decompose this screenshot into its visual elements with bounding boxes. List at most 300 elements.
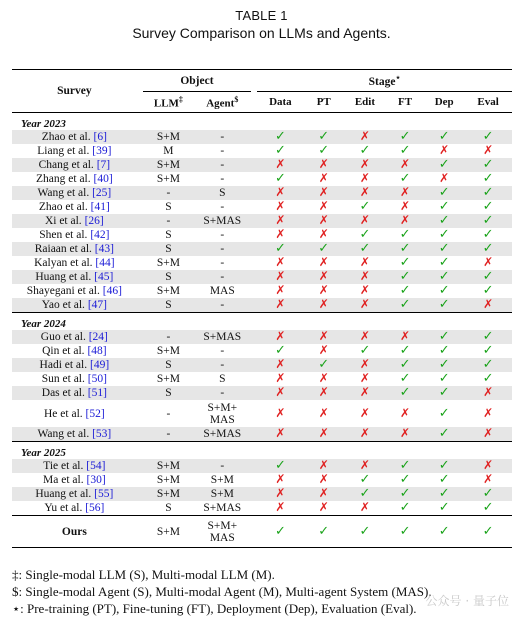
llm-cell: - [143, 427, 194, 442]
cross-icon: ✗ [318, 298, 329, 311]
year-row [12, 313, 512, 331]
stage-cell [304, 158, 344, 172]
stage-cell [386, 228, 424, 242]
check-icon: ✓ [438, 524, 450, 539]
citation-number: 26 [88, 214, 100, 227]
survey-name: Huang et al. [35, 270, 92, 283]
agent-cell: - [220, 172, 225, 185]
check-icon: ✓ [399, 473, 411, 487]
cross-icon: ✗ [318, 256, 329, 269]
stage-cell [344, 501, 386, 516]
survey-name: Guo et al. [40, 330, 86, 343]
stage-cell [386, 386, 424, 400]
check-icon: ✓ [274, 242, 286, 256]
stage-cell [464, 386, 512, 400]
stage-cell [424, 130, 464, 144]
stage-cell [386, 214, 424, 228]
survey-cell [12, 172, 137, 186]
stage-cell [257, 386, 304, 400]
survey-cell [12, 270, 137, 284]
check-icon: ✓ [438, 487, 450, 501]
cross-icon: ✗ [318, 214, 329, 227]
survey-name: Shayegani et al. [26, 284, 100, 297]
ours-row [12, 516, 512, 548]
stage-cell [386, 459, 424, 473]
survey-cell [12, 473, 137, 487]
table-row [12, 459, 512, 473]
agent-cell: S+MAS [194, 330, 251, 344]
stage-cell [424, 172, 464, 186]
check-icon: ✓ [359, 524, 371, 539]
table-row [12, 270, 512, 284]
check-icon: ✓ [359, 487, 371, 501]
stage-cell [386, 344, 424, 358]
citation-number: 55 [97, 487, 110, 500]
cross-icon: ✗ [275, 386, 286, 399]
check-icon: ✓ [399, 256, 411, 270]
stage-cell [464, 242, 512, 256]
stage-cell [257, 158, 304, 172]
stage-cell [344, 358, 386, 372]
stage-cell [257, 487, 304, 501]
cross-icon: ✗ [400, 427, 411, 440]
check-icon: ✓ [274, 459, 286, 473]
cross-icon: ✗ [483, 386, 494, 399]
agent-cell: - [220, 344, 225, 357]
citation-link: [56] [85, 501, 105, 514]
citation-link: [46] [102, 284, 122, 297]
citation-link: [53] [92, 427, 112, 440]
survey-cell [12, 228, 137, 242]
check-icon: ✓ [399, 501, 411, 515]
citation-link: [45] [94, 270, 114, 283]
check-icon: ✓ [274, 524, 286, 539]
stage-cell [257, 214, 304, 228]
check-icon: ✓ [274, 144, 286, 158]
stage-col-edit: Edit [344, 92, 386, 113]
stage-cell [424, 516, 464, 548]
stage-cell [386, 400, 424, 427]
check-icon: ✓ [482, 344, 494, 358]
stage-cell [464, 186, 512, 200]
stage-col-eval: Eval [464, 92, 512, 113]
stage-cell [386, 130, 424, 144]
check-icon: ✓ [438, 330, 450, 344]
check-icon: ✓ [438, 372, 450, 386]
agent-header: Agent$ [194, 92, 251, 113]
stage-cell [304, 344, 344, 358]
check-icon: ✓ [438, 501, 450, 515]
cross-icon: ✗ [275, 270, 286, 283]
citation-link: [7] [96, 158, 111, 171]
survey-name: Huang et al. [35, 487, 92, 500]
table-row [12, 242, 512, 256]
citation-number: 48 [91, 344, 103, 357]
agent-cell: MAS [209, 284, 235, 297]
cross-icon: ✗ [400, 406, 411, 420]
stage-col-pt: PT [304, 92, 344, 113]
table-row [12, 386, 512, 400]
stage-cell [304, 473, 344, 487]
stage-cell [386, 172, 424, 186]
stage-cell [424, 501, 464, 516]
stage-cell [257, 284, 304, 298]
check-icon: ✓ [438, 358, 450, 372]
cross-icon: ✗ [318, 386, 329, 399]
check-icon: ✓ [438, 158, 450, 172]
table-row [12, 130, 512, 144]
check-icon: ✓ [482, 358, 494, 372]
cross-icon: ✗ [359, 130, 370, 143]
cross-icon: ✗ [483, 473, 494, 486]
agent-cell: - [220, 144, 225, 157]
stage-cell [464, 516, 512, 548]
cross-icon: ✗ [275, 358, 286, 371]
llm-cell: S [143, 386, 194, 400]
check-icon: ✓ [482, 372, 494, 386]
cross-icon: ✗ [483, 406, 494, 420]
stage-cell [386, 501, 424, 516]
stage-cell [464, 400, 512, 427]
stage-cell [424, 228, 464, 242]
citation-link: [41] [90, 200, 110, 213]
survey-name: Ma et al. [43, 473, 84, 486]
stage-cell [386, 242, 424, 256]
citation-link: [55] [94, 487, 114, 500]
cross-icon: ✗ [400, 214, 411, 227]
cross-icon: ✗ [318, 344, 329, 357]
stage-cell [386, 298, 424, 313]
citation-link: [50] [87, 372, 107, 385]
citation-link: [6] [93, 130, 107, 143]
stage-cell [386, 516, 424, 548]
stage-cell [344, 256, 386, 270]
llm-cell: S+M [143, 130, 194, 144]
cross-icon: ✗ [359, 214, 370, 227]
stage-cell [257, 144, 304, 158]
stage-cell [304, 330, 344, 344]
citation-number: 53 [95, 427, 108, 440]
stage-cell [424, 270, 464, 284]
check-icon: ✓ [399, 344, 411, 358]
stage-cell [304, 144, 344, 158]
cross-icon: ✗ [275, 298, 286, 311]
agent-cell: - [194, 358, 251, 372]
citation-number: 24 [92, 330, 105, 343]
survey-cell [12, 344, 137, 358]
stage-cell [304, 459, 344, 473]
agent-cell: S+MAS [194, 214, 251, 228]
cross-icon: ✗ [318, 330, 329, 343]
survey-header: Survey [12, 70, 137, 113]
llm-cell: S+M [143, 516, 194, 548]
agent-cell: - [194, 242, 251, 256]
cross-icon: ✗ [359, 284, 370, 297]
check-icon: ✓ [318, 358, 330, 372]
stage-cell [304, 400, 344, 427]
stage-cell [464, 487, 512, 501]
cross-icon: ✗ [318, 284, 329, 297]
check-icon: ✓ [274, 130, 286, 144]
stage-cell [424, 200, 464, 214]
survey-cell [12, 242, 137, 256]
llm-cell: S+M [143, 459, 194, 473]
survey-comparison-table [12, 69, 512, 548]
stage-cell [424, 298, 464, 313]
stage-cell [257, 200, 304, 214]
citation-link: [54] [86, 459, 106, 472]
check-icon: ✓ [438, 242, 450, 256]
llm-cell: - [143, 330, 194, 344]
stage-cell [424, 344, 464, 358]
agent-cell: S [194, 186, 251, 200]
survey-cell [12, 256, 137, 270]
stage-cell [424, 158, 464, 172]
cross-icon: ✗ [275, 406, 286, 420]
cross-icon: ✗ [318, 228, 329, 241]
stage-col-dep: Dep [424, 92, 464, 113]
stage-cell [257, 172, 304, 186]
stage-cell [344, 344, 386, 358]
stage-cell [257, 358, 304, 372]
stage-cell [344, 400, 386, 427]
stage-cell [386, 284, 424, 298]
stage-cell [424, 144, 464, 158]
cross-icon: ✗ [483, 256, 494, 269]
llm-cell: S+M [143, 158, 194, 172]
stage-cell [464, 427, 512, 442]
stage-cell [424, 386, 464, 400]
check-icon: ✓ [399, 487, 411, 501]
stage-cell [464, 144, 512, 158]
survey-cell [12, 427, 137, 442]
stage-cell [304, 298, 344, 313]
citation-link: [48] [87, 344, 107, 357]
stage-cell [344, 284, 386, 298]
stage-cell [464, 284, 512, 298]
check-icon: ✓ [318, 242, 330, 256]
table-row [12, 372, 512, 386]
cross-icon: ✗ [275, 501, 286, 514]
stage-cell [424, 358, 464, 372]
check-icon: ✓ [274, 172, 286, 186]
survey-name: Zhao et al. [38, 200, 88, 213]
stage-cell [344, 130, 386, 144]
table-row [12, 144, 512, 158]
stage-cell [304, 284, 344, 298]
footnote-stage: ⋆: Pre-training (PT), Fine-tuning (FT), Deployment (Dep), Evaluation (Eval). [12, 601, 417, 616]
check-icon: ✓ [482, 158, 494, 172]
table-row [12, 344, 512, 358]
stage-cell [464, 256, 512, 270]
stage-header: Stage⋆ [257, 70, 512, 92]
check-icon: ✓ [318, 524, 330, 539]
stage-cell [304, 200, 344, 214]
check-icon: ✓ [438, 270, 450, 284]
cross-icon: ✗ [483, 144, 494, 157]
agent-cell: - [194, 386, 251, 400]
check-icon: ✓ [399, 144, 411, 158]
cross-icon: ✗ [483, 427, 494, 440]
survey-cell [12, 386, 137, 400]
survey-name: Kalyan et al. [34, 256, 93, 269]
stage-col-data: Data [257, 92, 304, 113]
check-icon: ✓ [438, 459, 450, 473]
llm-cell: - [143, 186, 194, 200]
survey-cell [12, 400, 137, 427]
stage-cell [424, 473, 464, 487]
llm-cell: S+M [156, 172, 180, 185]
cross-icon: ✗ [359, 186, 370, 199]
cross-icon: ✗ [318, 270, 329, 283]
survey-cell [12, 214, 137, 228]
citation-number: 44 [99, 256, 111, 269]
table-row [12, 228, 512, 242]
agent-cell: S+MAS [203, 501, 242, 514]
table-row [12, 400, 512, 427]
stage-cell [386, 487, 424, 501]
cross-icon: ✗ [275, 284, 286, 297]
cross-icon: ✗ [318, 372, 329, 385]
survey-cell [12, 186, 137, 200]
survey-name: Sun et al. [41, 372, 85, 385]
cross-icon: ✗ [318, 459, 329, 472]
llm-cell: S+M [156, 284, 180, 297]
stage-cell [304, 130, 344, 144]
llm-cell: S+M [156, 344, 180, 357]
cross-icon: ✗ [275, 372, 286, 385]
citation-number: 39 [96, 144, 108, 157]
check-icon: ✓ [359, 228, 371, 242]
check-icon: ✓ [438, 405, 450, 421]
stage-cell [424, 427, 464, 442]
survey-name: He et al. [44, 407, 83, 420]
survey-name: Shen et al. [39, 228, 88, 241]
check-icon: ✓ [482, 172, 494, 186]
check-icon: ✓ [482, 284, 494, 298]
stage-cell [464, 228, 512, 242]
stage-cell [424, 330, 464, 344]
citation-link: [25] [92, 186, 112, 199]
stage-cell [424, 256, 464, 270]
agent-cell: - [194, 270, 251, 284]
llm-cell: S+M [156, 256, 180, 269]
table-row [12, 200, 512, 214]
table-row [12, 186, 512, 200]
table-row [12, 172, 512, 186]
stage-cell [344, 228, 386, 242]
stage-cell [304, 501, 344, 516]
cross-icon: ✗ [318, 427, 329, 440]
check-icon: ✓ [399, 242, 411, 256]
stage-cell [304, 516, 344, 548]
citation-link: [44] [95, 256, 115, 269]
stage-cell [344, 372, 386, 386]
stage-cell [464, 372, 512, 386]
check-icon: ✓ [399, 298, 411, 312]
citation-number: 30 [90, 473, 102, 486]
survey-cell [12, 298, 137, 313]
cross-icon: ✗ [400, 330, 411, 343]
check-icon: ✓ [438, 186, 450, 200]
agent-cell: - [194, 130, 251, 144]
stage-cell [344, 144, 386, 158]
check-icon: ✓ [438, 200, 450, 214]
llm-cell: S [143, 242, 194, 256]
cross-icon: ✗ [359, 386, 370, 399]
cross-icon: ✗ [275, 200, 286, 213]
check-icon: ✓ [482, 200, 494, 214]
stage-cell [304, 386, 344, 400]
cross-icon: ✗ [318, 186, 329, 199]
citation-link: [51] [87, 386, 107, 399]
stage-cell [424, 284, 464, 298]
llm-cell: - [143, 214, 194, 228]
table-row [12, 298, 512, 313]
object-header: Object [143, 70, 251, 92]
check-icon: ✓ [399, 358, 411, 372]
cross-icon: ✗ [359, 172, 370, 185]
survey-name: Raiaan et al. [34, 242, 92, 255]
check-icon: ✓ [359, 344, 371, 358]
survey-cell [12, 200, 137, 214]
stage-cell [344, 473, 386, 487]
stage-cell [304, 256, 344, 270]
citation-number: 54 [90, 459, 102, 472]
stage-cell [257, 256, 304, 270]
cross-icon: ✗ [359, 406, 370, 420]
check-icon: ✓ [438, 298, 450, 312]
stage-cell [464, 473, 512, 487]
agent-cell: - [194, 298, 251, 313]
survey-cell [12, 158, 137, 172]
check-icon: ✓ [359, 144, 371, 158]
survey-name: Ours [12, 516, 137, 548]
survey-cell [12, 130, 137, 144]
citation-number: 50 [91, 372, 104, 385]
check-icon: ✓ [274, 344, 286, 358]
stage-cell [257, 473, 304, 487]
stage-cell [344, 459, 386, 473]
stage-cell [344, 298, 386, 313]
survey-name: Hadi et al. [39, 358, 88, 371]
llm-header: LLM‡ [143, 92, 194, 113]
cross-icon: ✗ [318, 473, 329, 486]
year-label: Year 2025 [21, 447, 66, 459]
llm-cell: S [143, 298, 194, 313]
stage-cell [257, 228, 304, 242]
check-icon: ✓ [318, 144, 330, 158]
stage-cell [386, 270, 424, 284]
stage-cell [386, 427, 424, 442]
survey-name: Yao et al. [41, 298, 85, 311]
check-icon: ✓ [359, 200, 371, 214]
cross-icon: ✗ [275, 228, 286, 241]
cross-icon: ✗ [483, 459, 494, 472]
check-icon: ✓ [438, 214, 450, 228]
llm-cell: S [165, 200, 172, 213]
citation-number: 7 [100, 158, 107, 171]
stage-cell [257, 501, 304, 516]
check-icon: ✓ [399, 172, 411, 186]
check-icon: ✓ [438, 386, 450, 400]
table-row [12, 487, 512, 501]
stage-cell [386, 256, 424, 270]
cross-icon: ✗ [275, 158, 286, 171]
cross-icon: ✗ [439, 144, 450, 157]
stage-cell [424, 487, 464, 501]
table-row [12, 256, 512, 270]
